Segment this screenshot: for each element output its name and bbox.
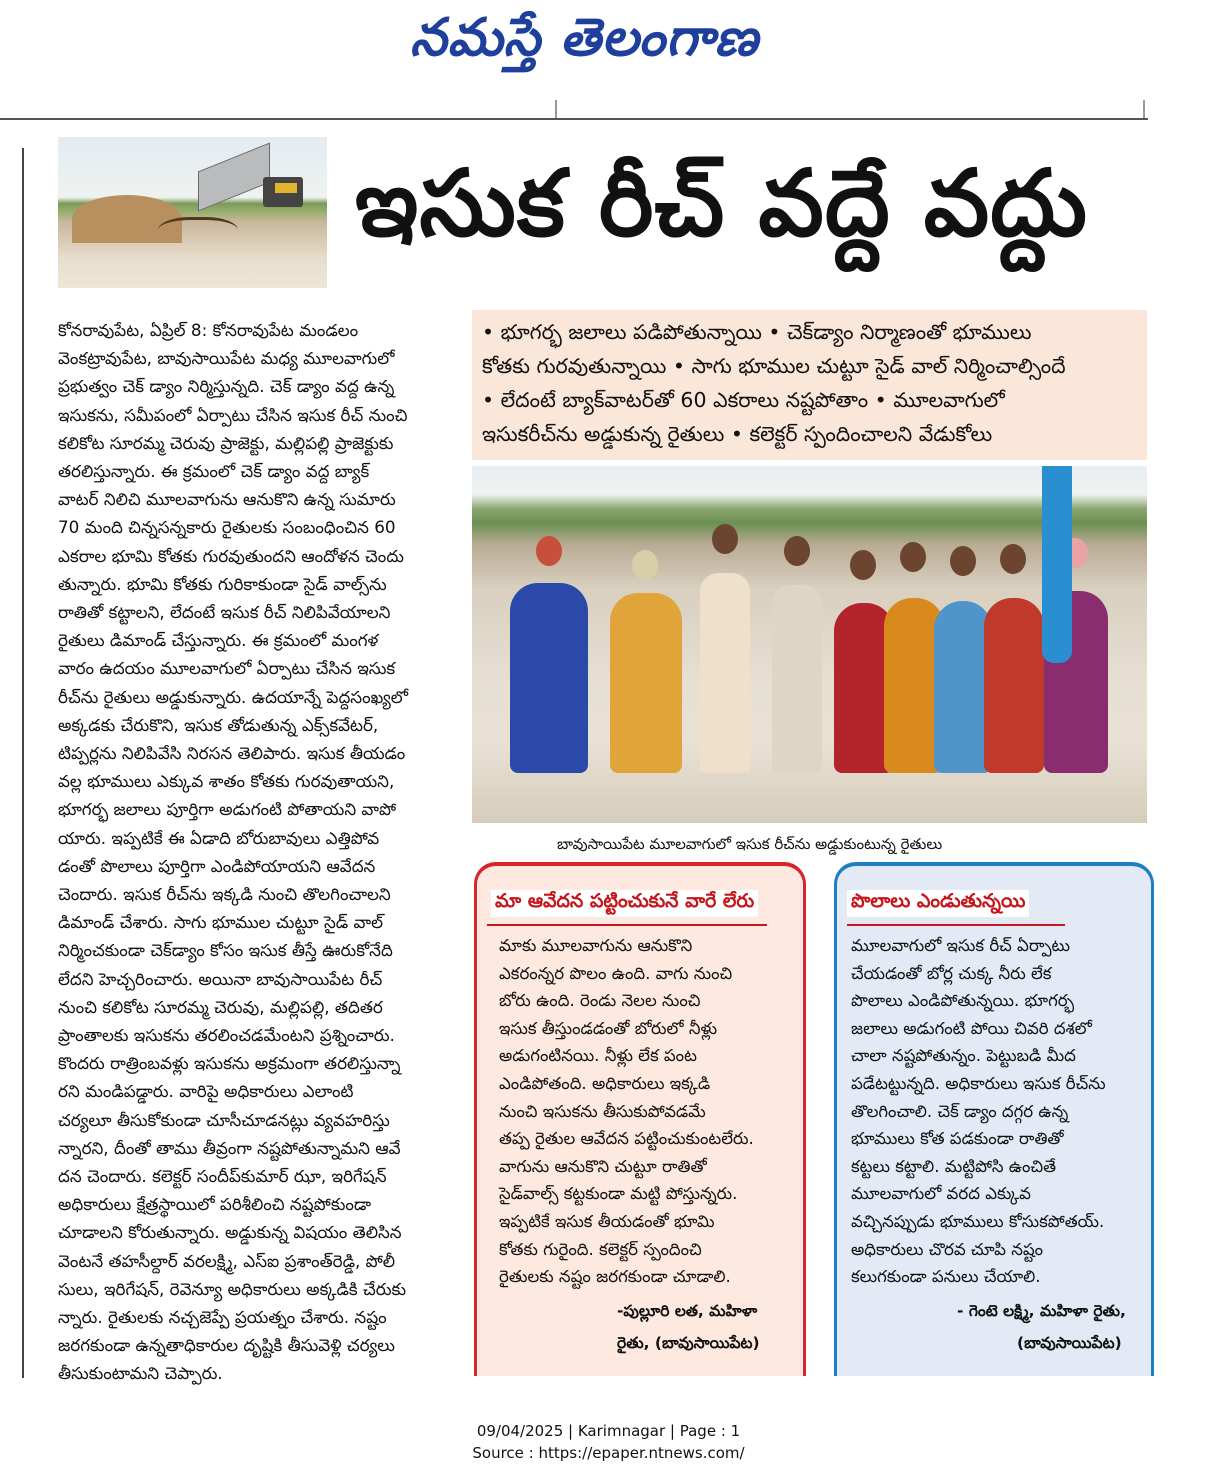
article-line: లేదని హెచ్చరించారు. అయినా బావుసాయిపేట రీచ్ (58, 968, 383, 989)
article-line: రని మండిపడ్డారు. వారిపై అధికారులు ఎలాంటి (58, 1081, 354, 1102)
quote-title: పొలాలు ఎండుతున్నయి (847, 890, 1029, 917)
summary-line: • లేదంటే బ్యాక్‌వాటర్‌తో 60 ఎకరాలు నష్టపోతాం • మూలవాగులో (482, 388, 1005, 412)
article-line: చెందారు. ఇసుక రీచ్‌ను ఇక్కడి నుంచి తొలగించాలని (58, 884, 391, 904)
article-line: రాతితో కట్టాలని, లేదంటే ఇసుక రీచ్ నిలిపివేయాలని (58, 602, 391, 622)
quote-box-left (474, 862, 806, 1376)
footer-date-line: 09/04/2025 | Karimnagar | Page : 1 (476, 1422, 741, 1440)
person-head (536, 536, 562, 566)
article-line: వెంకట్రావుపేట, బావుసాయిపేట మధ్య మూలవాగులో (58, 348, 395, 369)
person-head (632, 550, 658, 580)
person-figure (700, 573, 750, 773)
summary-line: • భూగర్భ జలాలు పడిపోతున్నాయి • చెక్‌డ్యాం నిర్మాణంతో భూములు (482, 320, 1032, 344)
quote-line: పడేటట్టున్నది. అధికారులు ఇసుక రీచ్‌ను (851, 1074, 1106, 1093)
person-head (900, 542, 926, 572)
article-line: జరగకుండా ఉన్నతాధికారుల దృష్టికి తీసువెళ్లి చర్యలు (58, 1335, 395, 1356)
farmers-protest-photo (472, 466, 1147, 823)
quote-signature: రైతు, (బావుసాయిపేట) (617, 1334, 760, 1352)
quote-line: వాగును ఆనుకొని చుట్టూ రాతితో (499, 1156, 707, 1176)
quote-line: తొలగించాలి. చెక్ డ్యాం దగ్గర ఉన్న (851, 1101, 1069, 1121)
tree-roots (158, 217, 238, 250)
quote-line: అధికారులు చొరవ చూపి నష్టం (851, 1239, 1044, 1259)
person-figure (772, 585, 822, 773)
quote-line: అడుగంటినయి. నీళ్లు లేక పంట (499, 1046, 697, 1066)
masthead (0, 0, 1217, 118)
photo-caption: బావుసాయిపేట మూలవాగులో ఇసుక రీచ్‌ను అడ్డుకుంటున్న రైతులు (557, 835, 943, 853)
article-line: 70 మంది చిన్నసన్నకారు రైతులకు సంబంధించిన 60 (58, 517, 396, 538)
article-line: తరలిస్తున్నారు. ఈ క్రమంలో చెక్ డ్యాం వద్ద బ్యాక్ (58, 461, 370, 481)
quote-line: ఇప్పటికే ఇసుక తీయడంతో భూమి (499, 1212, 715, 1231)
quote-box-right (834, 862, 1154, 1376)
person-head (1000, 544, 1026, 574)
article-line: కొందరు రాత్రింబవళ్లు ఇసుకను అక్రమంగా తరలిస్తున్నా (58, 1053, 401, 1074)
article-line: వల్ల భూములు ఎక్కువ శాతం కోతకు గురవుతాయని, (58, 771, 395, 792)
article-line: టిప్పర్లను నిలిపివేసి నిరసన తెలిపారు. ఇసుక తీయడం (58, 743, 406, 763)
summary-box (472, 310, 1147, 460)
truck-cab (263, 177, 303, 207)
person-head (712, 524, 738, 554)
article-line: న్నారని, దీంతో తాము తీవ్రంగా నష్టపోతున్నామని ఆవే (58, 1137, 401, 1158)
person-head (850, 550, 876, 580)
article-line: వాటర్ నిలిచి మూలవాగును ఆనుకొని ఉన్న సుమారు (58, 489, 396, 510)
article-line: సులు, ఇరిగేషన్, రెవెన్యూ అధికారులు అక్కడికి చేరుకు (58, 1278, 407, 1299)
summary-line: ఇసుకరీచ్‌ను అడ్డుకున్న రైతులు • కలెక్టర్ స్పందించాలని వేడుకోలు (482, 422, 993, 446)
article-line: రీచ్‌ను రైతులు అడ్డుకున్నారు. ఉదయాన్నే పెద్దసంఖ్యలో (58, 686, 409, 707)
person-head (784, 536, 810, 566)
headline: ఇసుక రీచ్ వద్దే వద్దు (355, 150, 1088, 257)
masthead-divider (555, 100, 557, 118)
quote-line: నుంచి ఇసుకను తీసుకుపోవడమే (499, 1101, 706, 1121)
quote-signature: -పుల్లూరి లత, మహిళా (617, 1302, 758, 1320)
article-line: న్నారు. రైతులకు నచ్చజెప్పే ప్రయత్నం చేశారు. నష్టం (58, 1307, 387, 1327)
quote-line: చాలా నష్టపోతున్నం. పెట్టుబడి మీద (851, 1046, 1076, 1066)
quote-signature: - గెంటె లక్ష్మి, మహిళా రైతు, (957, 1302, 1126, 1320)
article-line: ఎకరాల భూమి కోతకు గురవుతుందని ఆందోళన చెందు (58, 545, 404, 566)
article-line: చర్యలూ తీసుకోకుండా చూసీచూడనట్లు వ్యవహరిస్తు (58, 1109, 390, 1130)
article-line: వెంటనే తహసీల్దార్ వరలక్ష్మి, ఎస్ఐ ప్రశాంత్‌రెడ్డి, పోలీ (58, 1250, 396, 1271)
article-line: భూగర్భ జలాలు పూర్తిగా అడుగంటి పోతాయని వాపో (58, 799, 397, 820)
article-line: కలికోట సూరమ్మ చెరువు ప్రాజెక్టు, మల్లిపల్లి ప్రాజెక్టుకు (58, 432, 394, 453)
article-line: కోనరావుపేట, ఏప్రిల్ 8: కోనరావుపేట మండలం (58, 320, 359, 340)
article-line: తీసుకుంటామని చెప్పారు. (58, 1363, 223, 1384)
quote-line: ఎకరంన్నర పొలం ఉంది. వాగు నుంచి (499, 963, 733, 983)
article-line: డంతో పొలాలు పూర్తిగా ఎండిపోయాయని ఆవేదన (58, 855, 376, 876)
article-line: నిర్మించకుండా చెక్‌డ్యాం కోసం ఇసుక తీస్తే ఊరుకోనేది (58, 940, 393, 961)
quote-line: మూలవాగులో ఇసుక రీచ్ ఏర్పాటు (851, 936, 1071, 955)
person-figure (610, 593, 682, 773)
article-line: వారం ఉదయం మూలవాగులో ఏర్పాటు చేసిన ఇసుక (58, 658, 396, 679)
person-figure (984, 598, 1044, 773)
person-head (950, 546, 976, 576)
quote-line: బోరు ఉంది. రెండు నెలల నుంచి (499, 991, 701, 1011)
quote-line: కలుగకుండా పనులు చేయాలి. (851, 1267, 1041, 1287)
title-underline (487, 924, 767, 926)
quote-line: భూములు కోత పడకుండా రాతితో (851, 1129, 1064, 1149)
article-line: డిమాండ్ చేశారు. సాగు భూముల చుట్టూ సైడ్ వాల్ (58, 912, 383, 933)
article-line: ప్రభుత్వం చెక్ డ్యాం నిర్మిస్తున్నది. చెక్ డ్యాం వద్ద ఉన్న (58, 376, 395, 397)
article-line: రైతులు డిమాండ్ చేస్తున్నారు. ఈ క్రమంలో మంగళ (58, 630, 379, 651)
masthead-title: నమస్తే తెలంగాణ (410, 8, 759, 68)
article-line: తున్నారు. భూమి కోతకు గురికాకుండా సైడ్ వాల్స్‌ను (58, 573, 387, 594)
quote-line: మాకు మూలవాగును ఆనుకొని (499, 936, 693, 955)
person-figure (510, 583, 588, 773)
masthead-divider (1143, 100, 1145, 118)
quote-line: సైడ్‌వాల్స్ కట్టకుండా మట్టి పోస్తున్నరు. (499, 1184, 738, 1204)
tipper-truck-photo (58, 137, 327, 288)
quote-line: తప్ప రైతుల ఆవేదన పట్టించుకుంటలేరు. (499, 1129, 754, 1149)
person-figure (1042, 466, 1072, 663)
quote-line: వచ్చినప్పుడు భూములు కోసుకపోతయ్. (851, 1212, 1105, 1231)
article-line: అక్కడకు చేరుకొని, ఇసుక తోడుతున్న ఎక్స్‌కవేటర్, (58, 714, 379, 735)
summary-line: కోతకు గురవుతున్నాయి • సాగు భూముల చుట్టూ సైడ్ వాల్ నిర్మించాల్సిందే (482, 354, 1066, 378)
quote-line: కట్టలు కట్టాలి. మట్టిపోసి ఉంచితే (851, 1156, 1057, 1176)
quote-signature: (బావుసాయిపేట) (1017, 1334, 1122, 1352)
article-line: ప్రాంతాలకు ఇసుకను తరలించడమేంటని ప్రశ్నించారు. (58, 1025, 395, 1045)
quote-line: ఎండిపోతంది. అధికారులు ఇక్కడి (499, 1074, 711, 1093)
article-line: చూడాలని కోరుతున్నారు. అడ్డుకున్న విషయం తెలిసిన (58, 1222, 402, 1243)
quote-line: మూలవాగులో వరద ఎక్కువ (851, 1184, 1031, 1204)
masthead-rule (0, 118, 1148, 120)
column-rule (22, 148, 24, 1378)
quote-line: రైతులకు నష్టం జరగకుండా చూడాలి. (499, 1267, 731, 1287)
quote-line: కోతకు గురైంది. కలెక్టర్ స్పందించి (499, 1239, 702, 1259)
quote-line: జలాలు అడుగంటి పోయి చివరి దశలో (851, 1018, 1092, 1038)
quote-line: ఇసుక తీస్తుండడంతో బోరులో నీళ్లు (499, 1018, 718, 1038)
quote-title: మా ఆవేదన పట్టించుకునే వారే లేరు (491, 890, 758, 917)
truck-bed (198, 142, 270, 211)
article-line: అధికారులు క్షేత్రస్థాయిలో పరిశీలించి నష్టపోకుండా (58, 1194, 372, 1215)
article-line: యారు. ఇప్పటికే ఈ ఏడాది బోరుబావులు ఎత్తిపోవ (58, 827, 380, 848)
footer-source-line: Source : https://epaper.ntnews.com/ (472, 1444, 745, 1462)
quote-line: పొలాలు ఎండిపోతున్నయి. భూగర్భ (851, 991, 1075, 1011)
article-line: దన చెందారు. కలెక్టర్ సందీప్‌కుమార్ ఝా, ఇరిగేషన్ (58, 1166, 387, 1186)
quote-line: చేయడంతో బోర్ల చుక్క నీరు లేక (851, 963, 1052, 983)
article-line: ఇసుకను, సమీపంలో ఏర్పాటు చేసిన ఇసుక రీచ్ నుంచి (58, 404, 408, 425)
article-line: నుంచి కలికోట సూరమ్మ చెరువు, మల్లిపల్లి, తదితర (58, 996, 383, 1017)
title-underline (847, 924, 1065, 926)
